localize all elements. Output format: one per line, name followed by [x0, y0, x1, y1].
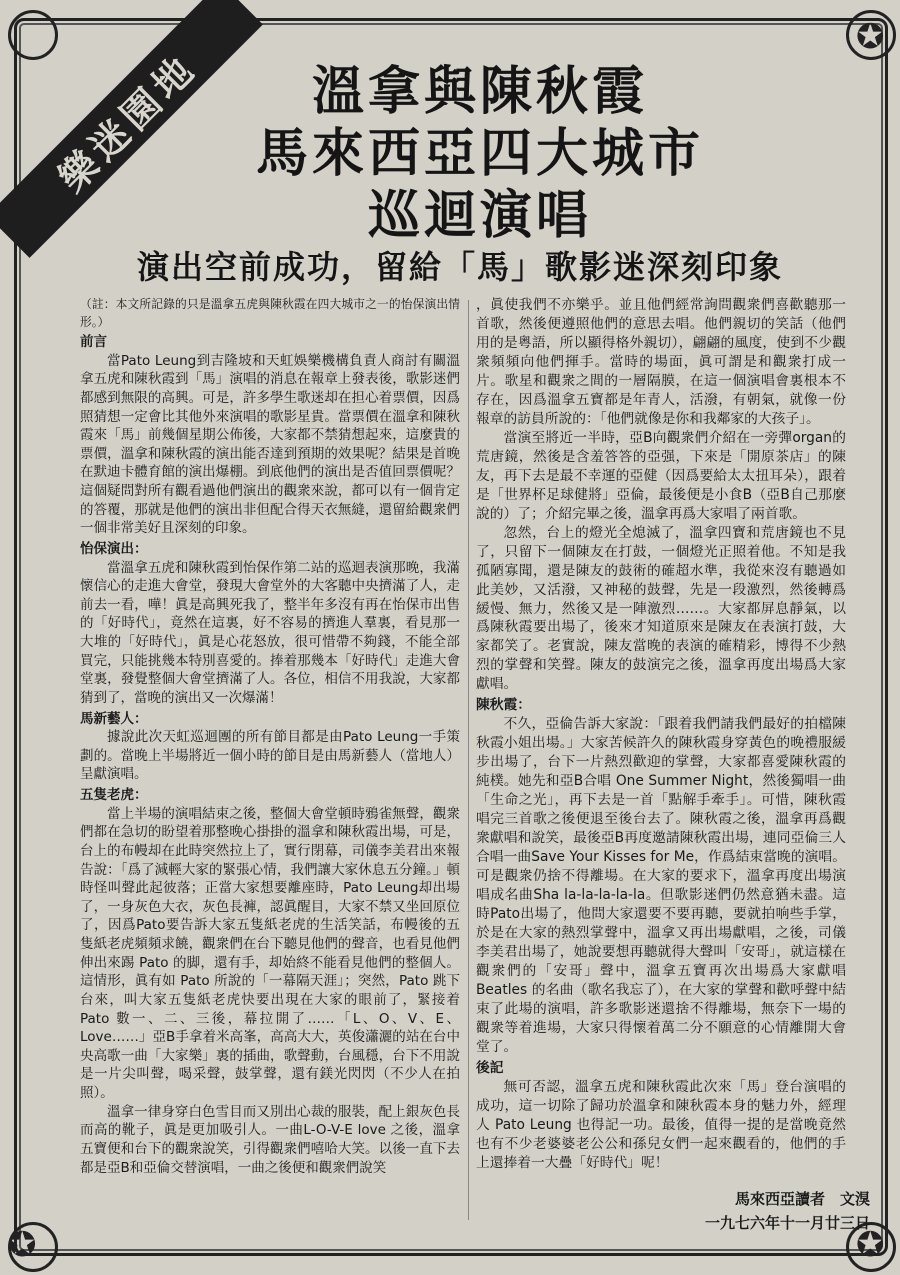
paragraph: 當演至將近一半時，亞B向觀衆們介紹在一旁彈organ的荒唐鏡，然後是含羞答答的亞强，下來是「開原茶店」的陳友，再下去是最不幸運的亞健（因爲要給太太扭耳朵），跟着是「世界杯足球健將」亞倫，最後便是小食B（亞B自己那麼說的）了；介紹完畢之後，溫拿再爲大家唱了兩首歌。: [476, 429, 846, 522]
paragraph: 當上半場的演唱結束之後，整個大會堂頓時鴉雀無聲，觀衆們都在急切的盼望着那整晚心掛掛的溫拿和陳秋霞出場，可是，台上的布幔却在此時突然拉上了，實行閉幕，司儀李美君出來報告說：「爲了減輕大家的緊張心情，我們讓大家休息五分鐘。」頓時怪叫聲此起彼落；正當大家想要離座時，Pato Leung却出場了，一身灰色大衣，灰色長褲，認眞醒目，大家不禁又坐回原位了，因爲Pato要告訴大家五隻紙老虎的生活笑話，布幔後的五隻紙老虎頻頻求饒，觀衆們在台下聽見他們的聲音，也看見他們伸出來踢 Pato 的脚，還有手，却始終不能看見他們的整個人。這情形，眞有如 Pato 所說的「一幕隔天涯」；突然，Pato 跳下台來，叫大家五隻紙老虎快要出現在大家的眼前了，緊接着 Pato 數一、二、三後，幕拉開了……「L、O、V、E、Love……」亞B手拿着米高峯，高高大大，英俊瀟灑的站在台中央高歌一曲「大家樂」裏的插曲，歌聲動，台風穩，台下不用說是一片尖叫聲，喝采聲，鼓掌聲，還有鎂光閃閃（不少人在拍照）。: [80, 805, 460, 1102]
section-heading: 五隻老虎：: [80, 787, 148, 804]
paragraph: 溫拿一律身穿白色雪目而又別出心裁的服裝，配上銀灰色長而高的靴子，眞是更加吸引人。一曲L-O-V-E love 之後，溫拿五寶便和台下的觀衆說笑，引得觀衆們嘻哈大笑。以後一直下去都是亞B和亞倫交替演唱，一曲之後便和觀衆們說笑: [80, 1103, 460, 1176]
paragraph: 據說此次天虹巡迴團的所有節目都是由Pato Leung一手策劃的。當晚上半場將近一個小時的節目是由馬新藝人（當地人）呈獻演唱。: [80, 729, 460, 783]
section-heading: 怡保演出：: [80, 540, 148, 557]
subheadline: 演出空前成功，留給「馬」歌影迷深刻印象: [136, 248, 783, 286]
section-heading: 陳秋霞：: [476, 697, 532, 714]
paragraph: 無可否認，溫拿五虎和陳秋霞此次來「馬」登台演唱的成功，這一切除了歸功於溫拿和陳秋霞本身的魅力外，經理人 Pato Leung 也得記一功。最後，值得一提的是當晚竟然也有不少老婆婆老公公和孫兒女們一起來觀看的，他們的手上還捧着一大疊「好時代」呢！: [476, 1078, 846, 1171]
headline-line-1: 溫拿與陳秋霞: [311, 62, 648, 122]
headline-line-2: 馬來西亞四大城市: [255, 124, 704, 184]
left-column: [80, 296, 460, 1177]
editor-note: （註：本文所記錄的只是溫拿五虎與陳秋霞在四大城市之一的怡保演出情形。）: [80, 297, 460, 329]
paragraph: 忽然，台上的燈光全熄滅了，溫拿四寶和荒唐鏡也不見了，只留下一個陳友在打鼓，一個燈光正照着他。不知是我孤陋寡聞，還是陳友的鼓術的確超水準，我從來沒有聽過如此美妙，又活潑，又神秘的鼓聲，先是一段激烈，然後轉爲緩慢、無力，然後又是一陣激烈……。大家都屏息靜氣，以爲陳秋霞要出場了，後來才知道原來是陳友在表演打鼓，大家都笑了。老實說，陳友當晚的表演的確精彩，博得不少熱烈的掌聲和笑聲。陳友的鼓演完之後，溫拿再度出場爲大家獻唱。: [476, 524, 846, 693]
paragraph: 當Pato Leung到吉隆坡和天虹娛樂機構負責人商討有關溫拿五虎和陳秋霞到「馬」演唱的消息在報章上發表後，歌影迷們都感到無限的高興。可是，許多學生歌迷却在担心着票價，因爲照猜想一定會比其他外來演唱的歌影星貴。當票價在溫拿和陳秋霞來「馬」前幾個星期公佈後，大家都不禁猜想起來，這麼貴的票價，溫拿和陳秋霞的演出能否達到預期的效果呢？結果是首晚在默迪卡體育館的演出爆棚。到底他們的演出是否值回票價呢？這個疑問對所有觀看過他們演出的觀衆來說，都可以有一個肯定的答覆，那就是他們的演出非但配合得天衣無縫，還留給觀衆們一個非常美好且深刻的印象。: [80, 352, 460, 537]
section-heading: 前言: [80, 334, 107, 351]
right-column: [476, 296, 846, 1173]
star-icon: ✪: [8, 1225, 37, 1265]
star-icon: ✪: [856, 1225, 885, 1265]
paragraph: 當溫拿五虎和陳秋霞到怡保作第二站的巡迴表演那晚，我滿懷信心的走進大會堂，發現大會堂外的大客聽中央擠滿了人，走前去一看，嘩！眞是高興死我了，整半年多沒有再在怡保市出售的「好時代」，竟然在這裏，好不容易的擠進人羣裏，看見那一大堆的「好時代」，眞是心花怒放，很可惜帶不夠錢，不能全部買完，只能挑幾本特別喜愛的。捧着那幾本「好時代」走進大會堂裏，發覺整個大會堂擠滿了人。各位，相信不用我說，大家都猜到了，當晚的演出又一次爆滿！: [80, 559, 460, 706]
banner-label: 樂迷園地: [48, 43, 206, 201]
section-heading: 後記: [476, 1059, 504, 1076]
paragraph-continued: ，眞使我們不亦樂乎。並且他們經常詢問觀衆們喜歡聽那一首歌，然後便遵照他們的意思去唱。他們親切的笑話（他們用的是粵語，所以顯得格外親切），翩翩的風度，使到不少觀衆頻頻向他們揮手。當時的場面，眞可謂是和觀衆打成一片。歌星和觀衆之間的一層隔膜，在這一個演唱會裏根本不存在，因爲溫拿五寶都是年青人，活潑，有朝氣，就像一份報章的訪員所說的：「他們就像是你和我鄰家的大孩子」。: [476, 297, 846, 427]
star-icon: ✪: [856, 17, 885, 57]
signature-date: 一九七六年十一月廿三日: [704, 1214, 870, 1232]
scroll-curl-top-left: [8, 10, 58, 60]
section-heading: 馬新藝人：: [80, 710, 148, 727]
paragraph: 不久，亞倫告訴大家說：「跟着我們請我們最好的拍檔陳秋霞小姐出場。」大家苦候許久的陳秋霞身穿黃色的晚禮服緩步出場了，台下一片熱烈歡迎的掌聲，大家都喜愛陳秋霞的純樸。她先和亞B合唱 One Summer Night，然後獨唱一曲「生命之光」，再下去是一首「點解手牽手」。可惜，陳秋霞唱完三首歌之後便退至後台去了。陳秋霞之後，溫拿再爲觀衆獻唱和說笑，最後亞B再度邀請陳秋霞出場，連同亞倫三人合唱一曲Save Your Kisses for Me，作爲結束當晚的演唱。可是觀衆仍捨不得離場。在大家的要求下，溫拿再度出場演唱成名曲Sha la-la-la-la-la。但歌影迷們仍然意猶未盡。這時Pato出場了，他問大家還要不要再聽，要就拍响些手掌，於是在大家的熱烈掌聲中，溫拿又再出場獻唱，之後，司儀李美君出場了，她說要想再聽就得大聲叫「安哥」，就這樣在觀衆們的「安哥」聲中，溫拿五寶再次出場爲大家獻唱Beatles 的名曲（歌名我忘了），在大家的掌聲和歡呼聲中結束了此場的演唱，許多歌影迷還捨不得離場，無奈下一場的觀衆等着進場，大家只得懷着萬二分不願意的心情離開大會堂了。: [476, 716, 846, 1055]
column-divider: [468, 300, 469, 1220]
headline-line-3: 巡迴演唱: [367, 186, 592, 246]
author-signature: 馬來西亞讀者 文湨: [734, 1190, 870, 1208]
